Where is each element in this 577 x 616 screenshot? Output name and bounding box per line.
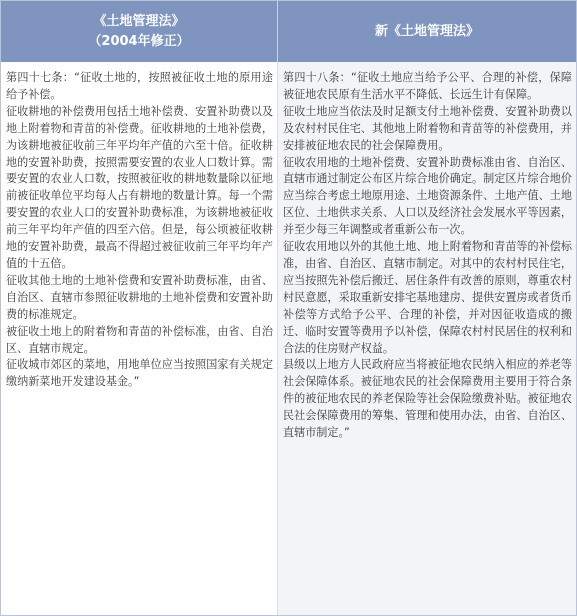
header-old-law-title: 《土地管理法》 bbox=[93, 13, 185, 29]
old-law-paragraph: 征收城市郊区的菜地，用地单位应当按照国家有关规定缴纳新菜地开发建设基金。” bbox=[6, 358, 273, 389]
new-law-text-cell bbox=[278, 62, 576, 615]
header-new-law-title: 新《土地管理法》 bbox=[374, 23, 479, 39]
table-body-row bbox=[1, 62, 576, 615]
old-law-paragraph: 被征收土地上的附着物和青苗的补偿标准，由省、自治区、直辖市规定。 bbox=[6, 324, 273, 355]
new-law-paragraph: 征收农用地的土地补偿费、安置补助费标准由省、自治区、直辖市通过制定公布区片综合地价确定。制定区片综合地价应当综合考虑土地原用途、土地资源条件、土地产值、土地区位、土地供求关系、人口以及经济社会发展水平等因素，并至少每三年调整或者重新公布一次。 bbox=[283, 155, 572, 237]
header-old-law bbox=[1, 1, 278, 62]
header-old-law-edition: （2004年修正） bbox=[88, 33, 190, 49]
old-law-paragraph: 征收其他土地的土地补偿费和安置补助费标准，由省、自治区、直辖市参照征收耕地的土地补偿费和安置补助费的标准规定。 bbox=[6, 273, 273, 321]
new-law-paragraph: 征收农用地以外的其他土地、地上附着物和青苗等的补偿标准，由省、自治区、直辖市制定。对其中的农村村民住宅，应当按照先补偿后搬迁、居住条件有改善的原则，尊重农村村民意愿，采取重新安排宅基地建房、提供安置房或者货币补偿等方式给予公平、合理的补偿，并对因征收造成的搬迁、临时安置等费用予以补偿，保障农村村民居住的权利和合法的住房财产权益。 bbox=[283, 240, 572, 355]
table-header-row bbox=[1, 1, 576, 62]
old-law-paragraph: 第四十七条：“征收土地的，按照被征收土地的原用途给予补偿。 bbox=[6, 71, 273, 101]
old-law-text-cell bbox=[1, 62, 278, 615]
new-law-paragraph: 征收土地应当依法及时足额支付土地补偿费、安置补助费以及农村村民住宅、其他地上附着物和青苗等的补偿费用，并安排被征地农民的社会保障费用。 bbox=[283, 104, 572, 152]
new-law-paragraph: 第四十八条：“征收土地应当给予公平、合理的补偿，保障被征地农民原有生活水平不降低、长远生计有保障。 bbox=[283, 71, 572, 101]
header-new-law bbox=[278, 1, 576, 62]
new-law-paragraph: 县级以上地方人民政府应当将被征地农民纳入相应的养老等社会保障体系。被征地农民的社会保障费用主要用于符合条件的被征地农民的养老保险等社会保险缴费补贴。被征地农民社会保障费用的筹集、管理和使用办法，由省、自治区、直辖市制定。” bbox=[283, 358, 572, 440]
old-law-paragraph: 征收耕地的补偿费用包括土地补偿费、安置补助费以及地上附着物和青苗的补偿费。征收耕地的土地补偿费，为该耕地被征收前三年平均年产值的六至十倍。征收耕地的安置补助费，按照需要安置的农业人口数计算。需要安置的农业人口数，按照被征收的耕地数量除以征地前被征收单位平均每人占有耕地的数量计算。每一个需要安置的农业人口的安置补助费标准，为该耕地被征收前三年平均年产值的四至六倍。但是，每公顷被征收耕地的安置补助费，最高不得超过被征收前三年平均年产值的十五倍。 bbox=[6, 104, 273, 270]
